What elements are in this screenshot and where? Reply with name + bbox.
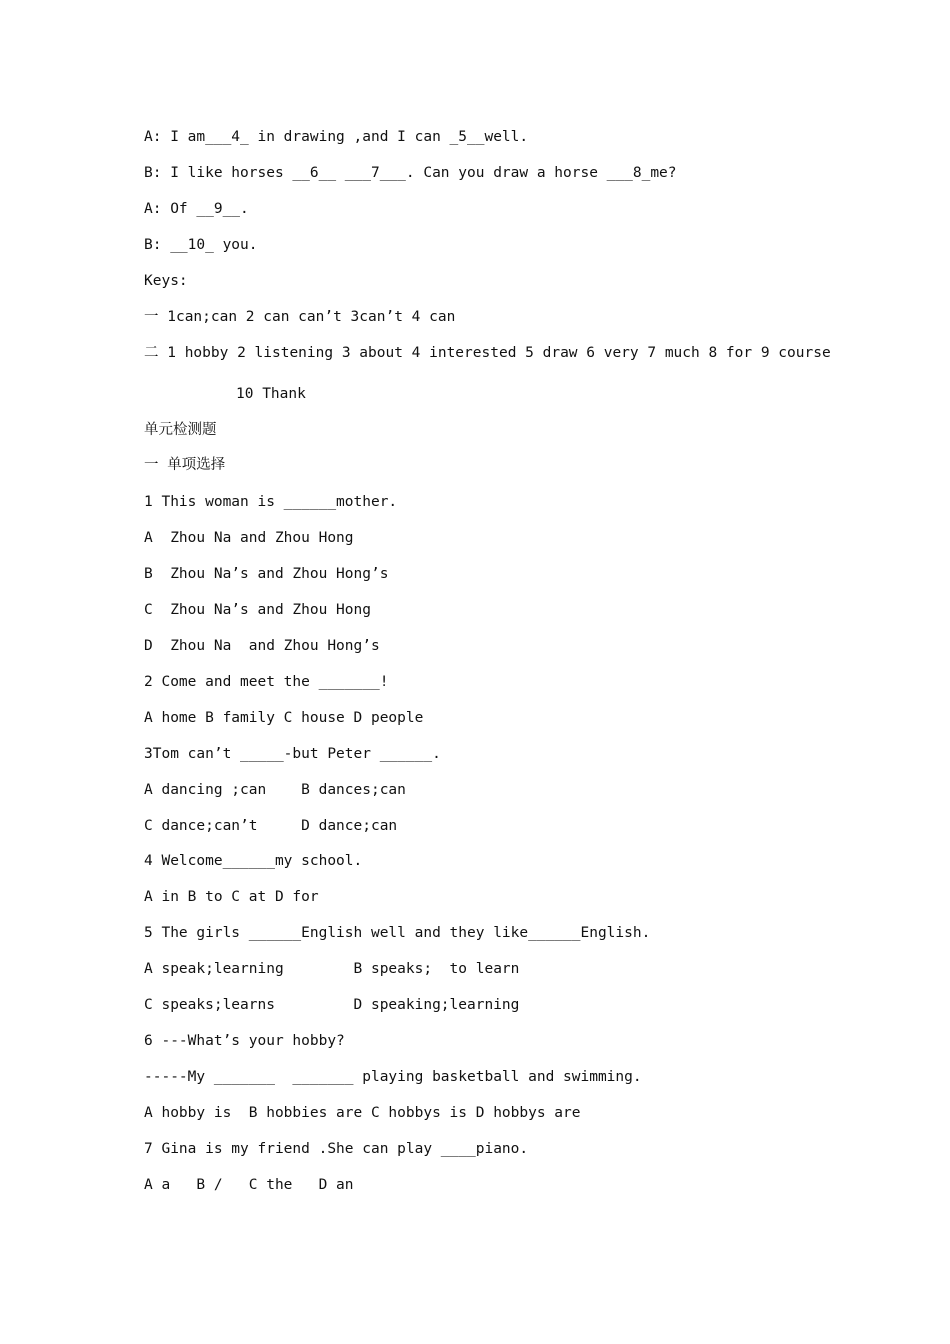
question-7-options: A a B / C the D an bbox=[144, 1177, 354, 1193]
dialogue-line-a1: A: I am___4_ in drawing ,and I can _5__well. bbox=[144, 129, 529, 145]
question-1-option-a: A Zhou Na and Zhou Hong bbox=[144, 530, 354, 546]
question-2: 2 Come and meet the _______! bbox=[144, 674, 389, 690]
unit-test-heading: 单元检测题 bbox=[144, 422, 217, 438]
question-1-option-b: B Zhou Na’s and Zhou Hong’s bbox=[144, 566, 389, 582]
question-1-option-d: D Zhou Na and Zhou Hong’s bbox=[144, 638, 380, 654]
section-heading: 一 单项选择 bbox=[144, 457, 226, 473]
question-5-options-ab: A speak;learning B speaks; to learn bbox=[144, 961, 520, 977]
question-3: 3Tom can’t _____-but Peter ______. bbox=[144, 746, 441, 762]
question-6-answer: -----My _______ _______ playing basketball and swimming. bbox=[144, 1069, 642, 1085]
dialogue-line-a2: A: Of __9__. bbox=[144, 201, 249, 217]
question-5: 5 The girls ______English well and they like______English. bbox=[144, 925, 651, 941]
question-1-option-c: C Zhou Na’s and Zhou Hong bbox=[144, 602, 371, 618]
keys-part-one: 一 1can;can 2 can can’t 3can’t 4 can bbox=[144, 309, 456, 325]
question-4: 4 Welcome______my school. bbox=[144, 853, 363, 869]
question-2-options: A home B family C house D people bbox=[144, 710, 424, 726]
keys-part-two: 二 1 hobby 2 listening 3 about 4 interested 5 draw 6 very 7 much 8 for 9 course bbox=[144, 345, 831, 361]
question-1: 1 This woman is ______mother. bbox=[144, 494, 398, 510]
question-6: 6 ---What’s your hobby? bbox=[144, 1033, 345, 1049]
dialogue-line-b2: B: __10_ you. bbox=[144, 237, 258, 253]
keys-part-two-continued: 10 Thank bbox=[236, 386, 306, 402]
question-4-options: A in B to C at D for bbox=[144, 889, 319, 905]
keys-heading: Keys: bbox=[144, 273, 188, 289]
question-6-options: A hobby is B hobbies are C hobbys is D hobbys are bbox=[144, 1105, 581, 1121]
question-7: 7 Gina is my friend .She can play ____piano. bbox=[144, 1141, 529, 1157]
question-3-options-ab: A dancing ;can B dances;can bbox=[144, 782, 406, 798]
dialogue-line-b1: B: I like horses __6__ ___7___. Can you draw a horse ___8_me? bbox=[144, 165, 677, 181]
question-3-options-cd: C dance;can’t D dance;can bbox=[144, 818, 398, 834]
question-5-options-cd: C speaks;learns D speaking;learning bbox=[144, 997, 520, 1013]
